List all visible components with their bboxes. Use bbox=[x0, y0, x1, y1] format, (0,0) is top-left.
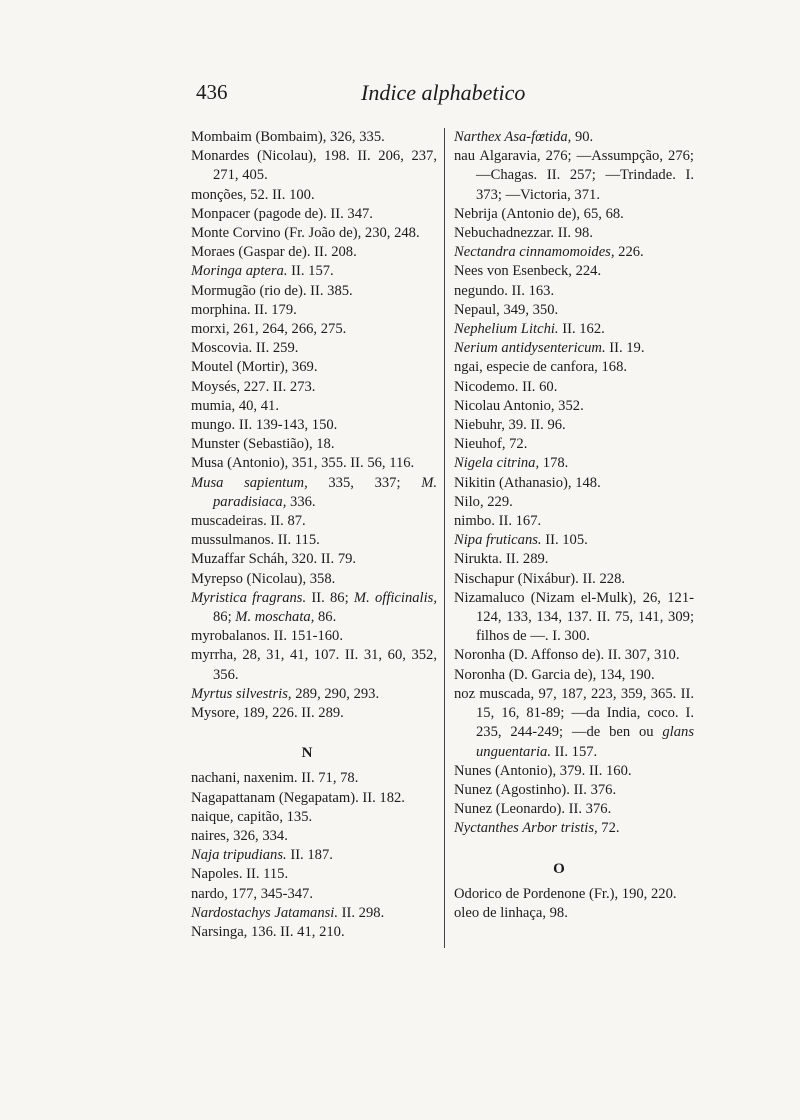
entry-text: muscadeiras. II. 87. bbox=[191, 513, 306, 530]
entry-text: Monte Corvino (Fr. João de), 230, 248. bbox=[191, 225, 420, 242]
italic-term: Myrtus silvestris, bbox=[191, 685, 292, 702]
entry-text: 86; bbox=[213, 609, 236, 626]
index-entry bbox=[191, 224, 437, 243]
index-entry bbox=[191, 589, 437, 627]
index-entry bbox=[191, 186, 437, 205]
entry-text: Mormugão (rio de). II. 385. bbox=[191, 282, 353, 299]
index-entry bbox=[454, 885, 694, 904]
entry-text: ngai, especie de canfora, 168. bbox=[454, 359, 628, 376]
entry-text: 90. bbox=[571, 129, 594, 145]
entry-text: II. 187. bbox=[286, 847, 333, 864]
index-entry bbox=[454, 243, 694, 262]
entry-text: Nunez (Leonardo). II. 376. bbox=[454, 801, 612, 818]
index-entry bbox=[454, 224, 694, 243]
entry-text: 336. bbox=[286, 493, 316, 510]
index-entry bbox=[191, 320, 437, 339]
entry-text: Noronha (D. Affonso de). II. 307, 310. bbox=[454, 647, 680, 664]
index-column-right bbox=[454, 128, 694, 923]
index-entry bbox=[191, 301, 437, 320]
entry-text: 72. bbox=[597, 820, 620, 837]
italic-term: Myristica fragrans. bbox=[191, 589, 307, 606]
entry-text: Munster (Sebastião), 18. bbox=[191, 436, 335, 453]
index-entry bbox=[454, 819, 694, 838]
entry-text: Nebrija (Antonio de), 65, 68. bbox=[454, 205, 624, 222]
index-entry bbox=[454, 531, 694, 550]
running-head: Indice alphabetico bbox=[361, 80, 526, 105]
entry-text: Napoles. II. 115. bbox=[191, 866, 289, 883]
index-entry bbox=[191, 358, 437, 377]
entry-text: 178. bbox=[539, 455, 569, 472]
index-entry bbox=[454, 320, 694, 339]
index-entry bbox=[191, 531, 437, 550]
index-entry bbox=[454, 685, 694, 762]
index-entry bbox=[454, 781, 694, 800]
entry-text: Moscovia. II. 259. bbox=[191, 340, 299, 357]
entry-text: noz muscada, 97, 187, 223, 359, 365. II. 15, 16, 81-89; —da India, coco. I. 235, 244-249; —de ben ou bbox=[454, 685, 694, 741]
entry-text: Monpacer (pagode de). II. 347. bbox=[191, 205, 373, 222]
italic-term: M. paradisiaca, bbox=[213, 474, 437, 510]
italic-term: Naja tripudians. bbox=[191, 847, 287, 864]
index-entry bbox=[454, 493, 694, 512]
page-header bbox=[196, 80, 616, 110]
index-entry bbox=[454, 358, 694, 377]
section-letter: O bbox=[553, 860, 565, 877]
index-entry bbox=[191, 685, 437, 704]
entry-text: II. 162. bbox=[558, 321, 605, 338]
index-entry bbox=[454, 512, 694, 531]
entry-text: morphina. II. 179. bbox=[191, 301, 297, 318]
entry-text: Nebuchadnezzar. II. 98. bbox=[454, 225, 593, 242]
entry-text: Musa (Antonio), 351, 355. II. 56, 116. bbox=[191, 455, 415, 472]
entry-text: II. 298. bbox=[338, 904, 385, 921]
index-entry bbox=[191, 846, 437, 865]
italic-term: Nigela citrina, bbox=[454, 455, 540, 472]
index-entry bbox=[191, 808, 437, 827]
entry-text: Nizamaluco (Nizam el-Mulk), 26, 121-124, 133, 134, 137. II. 75, 141, 309; filhos de —. I. 300. bbox=[454, 589, 694, 645]
entry-text: 86. bbox=[314, 609, 337, 626]
section-letter: N bbox=[301, 745, 313, 762]
entry-text: 335, 337; bbox=[307, 474, 422, 491]
index-entry bbox=[191, 865, 437, 884]
index-entry bbox=[191, 205, 437, 224]
italic-term: Nyctanthes Arbor tristis, bbox=[454, 820, 598, 837]
index-entry bbox=[454, 550, 694, 569]
index-entry bbox=[191, 339, 437, 358]
index-entry bbox=[454, 339, 694, 358]
index-entry bbox=[191, 627, 437, 646]
index-entry bbox=[454, 416, 694, 435]
entry-text: Nepaul, 349, 350. bbox=[454, 301, 559, 318]
entry-text: II. 19. bbox=[605, 340, 645, 357]
entry-text: Nischapur (Nixábur). II. 228. bbox=[454, 570, 626, 587]
index-entry bbox=[191, 282, 437, 301]
entry-text: Narsinga, 136. II. 41, 210. bbox=[191, 923, 345, 940]
entry-text: II. 157. bbox=[551, 743, 598, 760]
italic-term: Nipa fruticans. bbox=[454, 532, 542, 549]
entry-text: 289, 290, 293. bbox=[291, 685, 380, 702]
index-entry bbox=[454, 128, 694, 147]
entry-text: Muzaffar Scháh, 320. II. 79. bbox=[191, 551, 357, 568]
index-entry bbox=[454, 454, 694, 473]
entry-text: nachani, naxenim. II. 71, 78. bbox=[191, 770, 359, 787]
index-column-left bbox=[191, 128, 437, 942]
index-entry bbox=[191, 646, 437, 684]
entry-text: Monardes (Nicolau), 198. II. 206, 237, 271, 405. bbox=[191, 148, 437, 184]
index-entry bbox=[454, 646, 694, 665]
entry-text: Odorico de Pordenone (Fr.), 190, 220. bbox=[454, 885, 677, 902]
entry-text: naique, capitão, 135. bbox=[191, 808, 313, 825]
entry-text: Nicolau Antonio, 352. bbox=[454, 397, 584, 414]
index-entry bbox=[454, 474, 694, 493]
entry-text: II. 105. bbox=[541, 532, 588, 549]
index-entry bbox=[191, 416, 437, 435]
index-entry bbox=[454, 762, 694, 781]
entry-text: Nunes (Antonio), 379. II. 160. bbox=[454, 762, 632, 779]
entry-text: Nunez (Agostinho). II. 376. bbox=[454, 781, 617, 798]
entry-text: II. 86; bbox=[306, 589, 354, 606]
index-entry bbox=[454, 205, 694, 224]
entry-text: Nikitin (Athanasio), 148. bbox=[454, 474, 601, 491]
entry-text: myrrha, 28, 31, 41, 107. II. 31, 60, 352, 356. bbox=[191, 647, 437, 683]
italic-term: Moringa aptera. bbox=[191, 263, 288, 280]
index-entry bbox=[191, 885, 437, 904]
entry-text: Mysore, 189, 226. II. 289. bbox=[191, 705, 344, 722]
entry-text: Nees von Esenbeck, 224. bbox=[454, 263, 602, 280]
entry-text: Noronha (D. Garcia de), 134, 190. bbox=[454, 666, 655, 683]
entry-text: negundo. II. 163. bbox=[454, 282, 555, 299]
index-entry bbox=[191, 128, 437, 147]
italic-term: Nardostachys Jatamansi. bbox=[191, 904, 339, 921]
index-entry bbox=[191, 550, 437, 569]
index-entry bbox=[191, 474, 437, 512]
italic-term: Nectandra cinnamomoides, bbox=[454, 244, 615, 261]
index-entry bbox=[191, 243, 437, 262]
entry-text: Nirukta. II. 289. bbox=[454, 551, 549, 568]
entry-text: Moutel (Mortir), 369. bbox=[191, 359, 318, 376]
entry-text: Nilo, 229. bbox=[454, 493, 513, 510]
index-entry bbox=[454, 378, 694, 397]
index-entry bbox=[191, 570, 437, 589]
entry-text: mumia, 40, 41. bbox=[191, 397, 279, 414]
index-entry bbox=[191, 904, 437, 923]
entry-text: Moraes (Gaspar de). II. 208. bbox=[191, 244, 357, 261]
entry-text: morxi, 261, 264, 266, 275. bbox=[191, 321, 347, 338]
entry-text: naires, 326, 334. bbox=[191, 827, 288, 844]
entry-text: Mombaim (Bombaim), 326, 335. bbox=[191, 129, 385, 145]
entry-text: 226. bbox=[614, 244, 644, 261]
entry-text: mungo. II. 139-143, 150. bbox=[191, 417, 338, 434]
entry-text: nardo, 177, 345-347. bbox=[191, 885, 314, 902]
index-entry bbox=[191, 397, 437, 416]
italic-term: Nerium antidysentericum. bbox=[454, 340, 606, 357]
index-entry bbox=[454, 147, 694, 205]
entry-text: Nagapattanam (Negapatam). II. 182. bbox=[191, 789, 405, 806]
italic-term: glans unguentaria. bbox=[476, 724, 694, 760]
entry-text: nau Algaravia, 276; —Assumpção, 276; —Chagas. II. 257; —Trindade. I. 373; —Victoria, 371. bbox=[454, 148, 694, 203]
index-entry bbox=[454, 301, 694, 320]
index-entry bbox=[454, 666, 694, 685]
entry-text: oleo de linhaça, 98. bbox=[454, 904, 568, 921]
entry-text: myrobalanos. II. 151-160. bbox=[191, 628, 343, 645]
index-entry bbox=[191, 704, 437, 723]
entry-text: Niebuhr, 39. II. 96. bbox=[454, 417, 566, 434]
index-entry bbox=[454, 904, 694, 923]
index-entry bbox=[454, 589, 694, 647]
index-entry bbox=[454, 435, 694, 454]
index-entry bbox=[191, 435, 437, 454]
index-entry bbox=[191, 262, 437, 281]
entry-text: Nicodemo. II. 60. bbox=[454, 378, 558, 395]
index-entry bbox=[454, 570, 694, 589]
entry-text: nimbo. II. 167. bbox=[454, 513, 542, 530]
index-entry bbox=[191, 789, 437, 808]
index-entry bbox=[454, 282, 694, 301]
entry-text: Moysés, 227. II. 273. bbox=[191, 378, 316, 395]
index-entry bbox=[454, 397, 694, 416]
entry-text: mussulmanos. II. 115. bbox=[191, 532, 320, 549]
index-entry bbox=[191, 454, 437, 473]
italic-term: Nephelium Litchi. bbox=[454, 321, 559, 338]
italic-term: M. officinalis, bbox=[353, 589, 437, 606]
index-entry bbox=[191, 378, 437, 397]
index-entry bbox=[191, 827, 437, 846]
italic-term: Narthex Asa-fœtida, bbox=[454, 129, 572, 145]
italic-term: Musa sapientum, bbox=[191, 474, 308, 491]
entry-text: monções, 52. II. 100. bbox=[191, 186, 315, 203]
index-entry bbox=[191, 147, 437, 185]
index-entry bbox=[191, 923, 437, 942]
page-number: 436 bbox=[196, 80, 228, 104]
entry-text: Myrepso (Nicolau), 358. bbox=[191, 570, 336, 587]
entry-text: Nieuhof, 72. bbox=[454, 436, 528, 453]
index-entry bbox=[454, 262, 694, 281]
index-entry bbox=[191, 512, 437, 531]
index-entry bbox=[454, 800, 694, 819]
column-divider bbox=[444, 128, 445, 948]
italic-term: M. moschata, bbox=[235, 609, 315, 626]
entry-text: II. 157. bbox=[287, 263, 334, 280]
index-entry bbox=[191, 769, 437, 788]
